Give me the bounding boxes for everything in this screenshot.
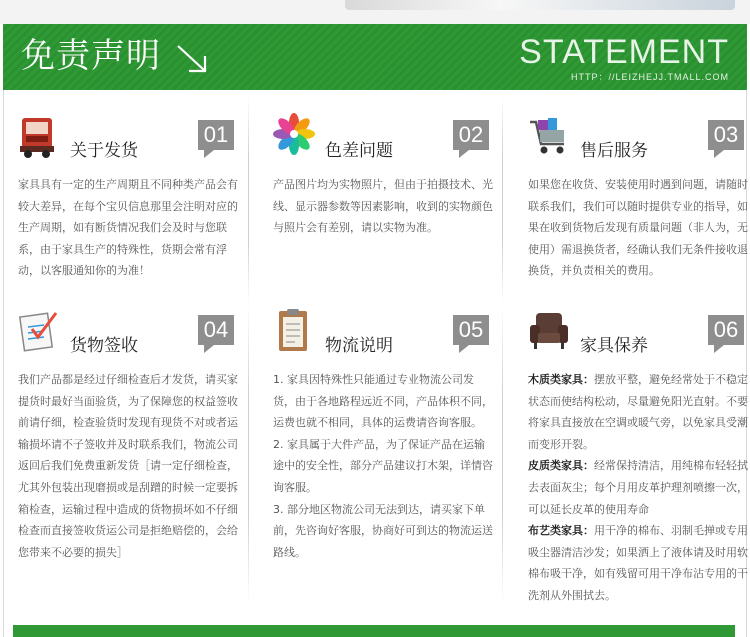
checklist-icon	[18, 307, 60, 355]
section-number-badge: 03	[708, 120, 744, 150]
column-divider	[502, 305, 503, 605]
column-divider	[502, 95, 503, 305]
section-number-badge: 02	[453, 120, 489, 150]
section-paragraph: 3. 部分地区物流公司无法到达，请买家下单前，先咨询好客服，协商好可到达的物流运送路线。	[273, 502, 493, 559]
care-item	[528, 455, 748, 520]
section-paragraph: 家具具有一定的生产周期且不同种类产品会有较大差异，在每个宝贝信息那里会注明对应的生产周期，如有断货情况我们会及时与您联系，由于家具生产的特殊性，货期会常有浮动，以客服通知你的为准！	[18, 178, 238, 278]
section-number-badge: 01	[198, 120, 234, 150]
section-number-badge: 06	[708, 315, 744, 345]
section-body	[18, 174, 238, 282]
section-receipt	[18, 307, 238, 563]
section-after-sales	[528, 112, 748, 282]
section-number-badge: 04	[198, 315, 234, 345]
care-item-text: 经常保持清洁，用纯棉布轻轻拭去表面灰尘；每个月用皮革护理剂喷擦一次，可以延长皮革的使用寿命	[528, 459, 748, 516]
section-paragraph: 产品图片均为实物照片，但由于拍摄技术、光线、显示器参数等因素影响，收到的实物颜色与照片会有差别，请以实物为准。	[273, 178, 493, 235]
banner-title: 免责声明	[21, 36, 161, 76]
column-divider	[248, 95, 249, 305]
care-item-label: 皮质类家具：	[528, 459, 594, 473]
section-body	[273, 174, 493, 239]
section-number-badge: 05	[453, 315, 489, 345]
banner-url: HTTP：//LEIZHEJJ.TMALL.COM	[570, 72, 729, 82]
section-title: 色差问题	[325, 141, 393, 161]
section-body	[273, 369, 493, 563]
section-body	[528, 369, 748, 607]
armchair-icon	[528, 307, 570, 355]
section-delivery	[18, 112, 238, 282]
care-item-label: 布艺类家具：	[528, 524, 594, 538]
clipboard-icon	[273, 307, 315, 355]
care-item-text: 用干净的棉布、羽制毛掸或专用吸尘器清洁沙发；如果洒上了液体请及时用软棉布吸干净，如有残留可用干净布沾专用的干洗剂从外围拭去。	[528, 524, 748, 602]
section-paragraph: 1. 家具因特殊性只能通过专业物流公司发货，由于各地路程远近不同，产品体积不同，运费也就不相同，具体的运费请咨询客服。	[273, 373, 493, 430]
care-item	[528, 369, 748, 455]
care-item-label: 木质类家具：	[528, 373, 594, 386]
section-furniture-care	[528, 307, 748, 607]
bottom-green-bar	[13, 625, 735, 637]
section-title: 家具保养	[580, 336, 648, 356]
top-product-photo	[345, 0, 735, 10]
banner-statement: STATEMENT	[519, 33, 729, 71]
section-paragraph: 2. 家具属于大件产品，为了保证产品在运输途中的安全性，部分产品建议打木架，详情咨询客服。	[273, 437, 493, 494]
section-title: 关于发货	[70, 141, 138, 161]
section-color-difference	[273, 112, 493, 239]
section-title: 物流说明	[325, 336, 393, 356]
section-title: 货物签收	[70, 336, 138, 356]
section-body	[18, 369, 238, 563]
care-item-text: 摆放平整，避免经常处于不稳定状态而使结构松动，尽量避免阳光直射。不要将家具直接放在空调或暖气旁，以免家具受潮而变形开裂。	[528, 373, 748, 451]
section-body	[528, 174, 748, 282]
delivery-truck-icon	[18, 112, 60, 160]
color-palette-icon	[273, 112, 315, 160]
section-logistics	[273, 307, 493, 563]
shopping-cart-icon	[528, 112, 570, 160]
statement-banner	[3, 24, 747, 90]
column-divider	[248, 305, 249, 605]
section-paragraph: 如果您在收货、安装使用时遇到问题，请随时联系我们，我们可以随时提供专业的指导，如果在收到货物后发现有质量问题（非人为，无使用）需退换货者，经确认我们无条件接收退换货，并负责相关的费用。	[528, 178, 748, 278]
section-paragraph: 我们产品都是经过仔细检查后才发货，请买家提货时最好当面验货，为了保障您的权益签收前请仔细，检查验货时发现有现货不对或者运输损坏请不子签收并及时联系我们，物流公司返回后我们免费重新发货［请一定仔细检查，尤其外包装出现磨损或是刮蹭的时候一定要拆箱检查，运输过程中造成的货物损坏如不仔细检查而直接签收货运公司是拒绝赔偿的，会给您带来不必要的损失］	[18, 373, 238, 559]
care-item	[528, 520, 748, 606]
arrow-down-right-icon	[175, 43, 209, 75]
section-title: 售后服务	[580, 141, 648, 161]
